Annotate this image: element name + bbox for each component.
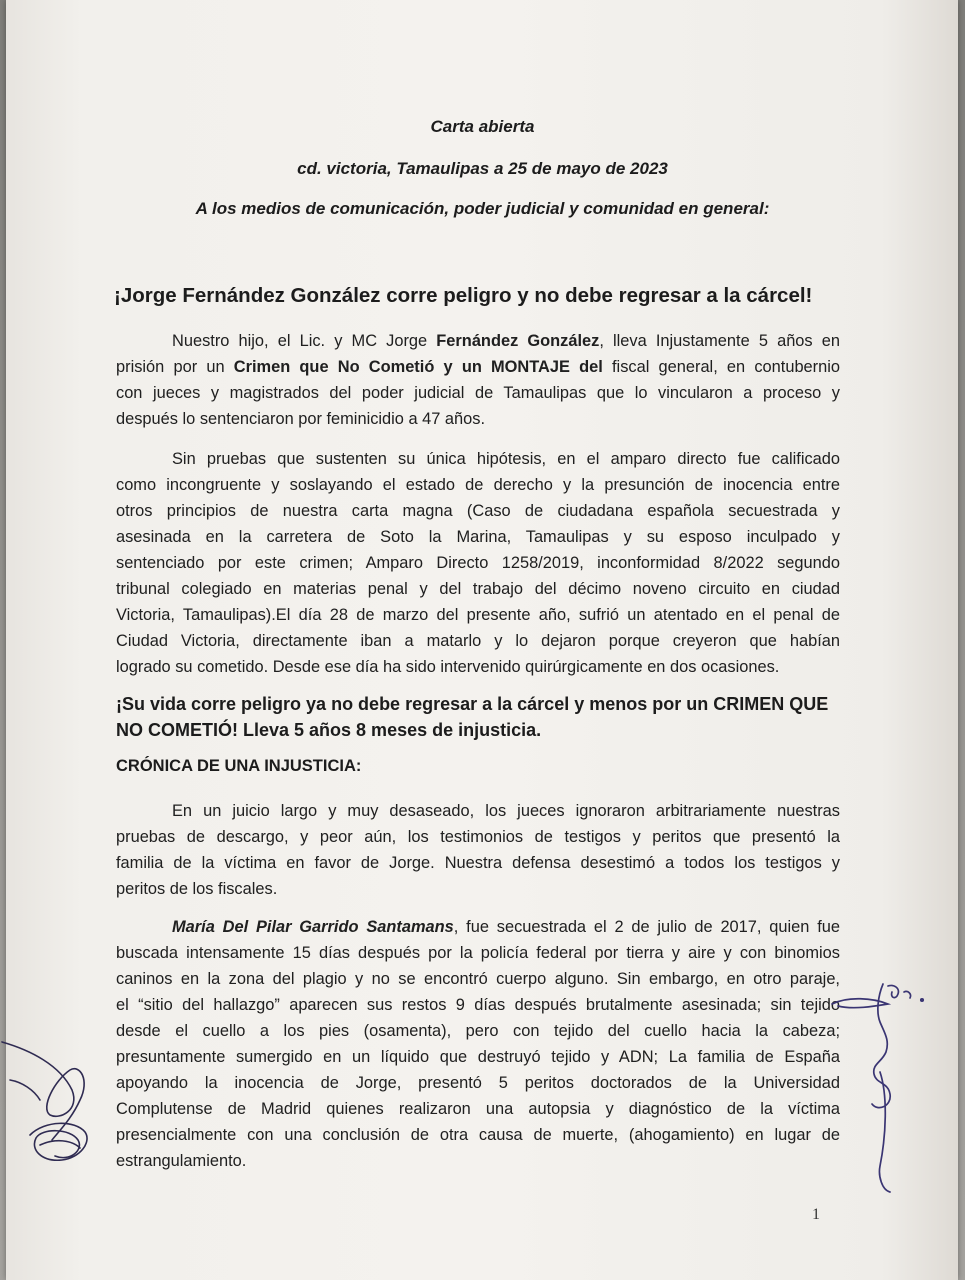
bold-phrase: Crimen que No Cometió y un MONTAJE del	[233, 358, 603, 376]
text-run: , fue secuestrada el 2 de julio de 2017, quien fue	[453, 918, 840, 936]
paragraph-1-line-1	[116, 328, 840, 354]
paragraph-5-line: el “sitio del hallazgo” aparecen sus restos 9 días después brutalmente asesinada; sin tejido	[116, 996, 840, 1014]
paragraph-5-line: caninos en la zona del plagio y no se encontró cuerpo alguno. Sin embargo, en otro paraje,	[116, 970, 840, 988]
paragraph-4-line: pruebas de descargo, y peor aún, los testimonios de testigos y peritos que presentó la	[116, 828, 840, 846]
letter-title: Carta abierta	[430, 117, 535, 136]
signature-right	[828, 976, 928, 1196]
paragraph-4-line: En un juicio largo y muy desaseado, los jueces ignoraron arbitrariamente nuestras	[172, 802, 840, 820]
paragraph-2-line: Sin pruebas que sustenten su única hipótesis, en el amparo directo fue calificado	[172, 450, 840, 468]
signature-left	[0, 1020, 110, 1170]
paragraph-2-line: otros principios de nuestra carta magna (Caso de ciudadana española secuestrada y	[116, 502, 840, 520]
paragraph-4-line: peritos de los fiscales.	[116, 880, 278, 898]
text-run: Nuestro hijo, el Lic. y MC Jorge	[172, 332, 437, 350]
paragraph-2-line: tribunal colegiado en materias penal y del trabajo del décimo noveno circuito en ciudad	[116, 580, 840, 598]
paragraph-5-line: Complutense de Madrid quienes realizaron una autopsia y diagnóstico de la víctima	[116, 1100, 840, 1118]
paragraph-5-line: desde el cuello a los pies (osamenta), pero con tejido del cuello hacia la cabeza;	[116, 1022, 840, 1040]
paragraph-2-line: sentenciado por este crimen; Amparo Directo 1258/2019, inconformidad 8/2022 segundo	[116, 554, 840, 572]
paragraph-4-line: familia de la víctima en favor de Jorge. Nuestra defensa desestimó a todos los testigos y	[116, 854, 840, 872]
addressee: A los medios de comunicación, poder judicial y comunidad en general:	[195, 199, 770, 218]
paragraph-5	[116, 914, 840, 1174]
paragraph-2-line: logrado su cometido. Desde ese día ha sido intervenido quirúrgicamente en dos ocasiones.	[116, 658, 780, 676]
paragraph-5-line: presencialmente con una conclusión de otra causa de muerte, (ahogamiento) en lugar de	[116, 1126, 840, 1144]
text-run: fiscal general, en contubernio	[602, 358, 841, 376]
paragraph-5-line: buscada intensamente 15 días después por la policía federal por tierra y aire y con binomios	[116, 944, 840, 962]
paragraph-5-line: estrangulamiento.	[116, 1152, 247, 1170]
paragraph-2-line: Ciudad Victoria, directamente iban a matarlo y lo dejaron porque creyeron que habían	[116, 632, 840, 650]
paragraph-5-line: apoyando la inocencia de Jorge, presentó 5 peritos doctorados de la Universidad	[116, 1074, 840, 1092]
paragraph-1	[116, 328, 840, 432]
paragraph-2-line: como incongruente y soslayando el estado de derecho y la presunción de inocencia entre	[116, 476, 840, 494]
text-run: prisión por un	[116, 358, 234, 376]
callout	[116, 691, 836, 743]
victim-name: María Del Pilar Garrido Santamans	[172, 918, 454, 936]
callout-line-2: NO COMETIÓ! Lleva 5 años 8 meses de injusticia.	[116, 720, 542, 740]
paragraph-4	[116, 798, 840, 902]
paragraph-2	[116, 446, 840, 680]
paragraph-2-line: asesinada en la carretera de Soto la Marina, Tamaulipas y su esposo inculpado y	[116, 528, 840, 546]
paragraph-5-line-1	[116, 914, 840, 940]
paragraph-1-line-4: después lo sentenciaron por feminicidio a 47 años.	[116, 410, 486, 428]
paragraph-1-line-2	[116, 354, 840, 380]
section-heading: CRÓNICA DE UNA INJUSTICIA:	[116, 757, 362, 775]
callout-line-1: ¡Su vida corre peligro ya no debe regresar a la cárcel y menos por un CRIMEN QUE	[116, 694, 829, 714]
place-date: cd. victoria, Tamaulipas a 25 de mayo de 2023	[297, 159, 668, 178]
paragraph-1-line-3: con jueces y magistrados del poder judicial de Tamaulipas que lo vincularon a proceso y	[116, 384, 840, 402]
paragraph-2-line: Victoria, Tamaulipas).El día 28 de marzo del presente año, sufrió un atentado en el penal de	[116, 606, 840, 624]
paragraph-5-line: presuntamente sumergido en un líquido que destruyó tejido y ADN; La familia de España	[116, 1048, 840, 1066]
page-number: 1	[812, 1206, 820, 1223]
bold-name: Fernández González	[436, 332, 600, 350]
text-run: , lleva Injustamente 5 años en	[599, 332, 840, 350]
headline: ¡Jorge Fernández González corre peligro y no debe regresar a la cárcel!	[114, 284, 813, 307]
